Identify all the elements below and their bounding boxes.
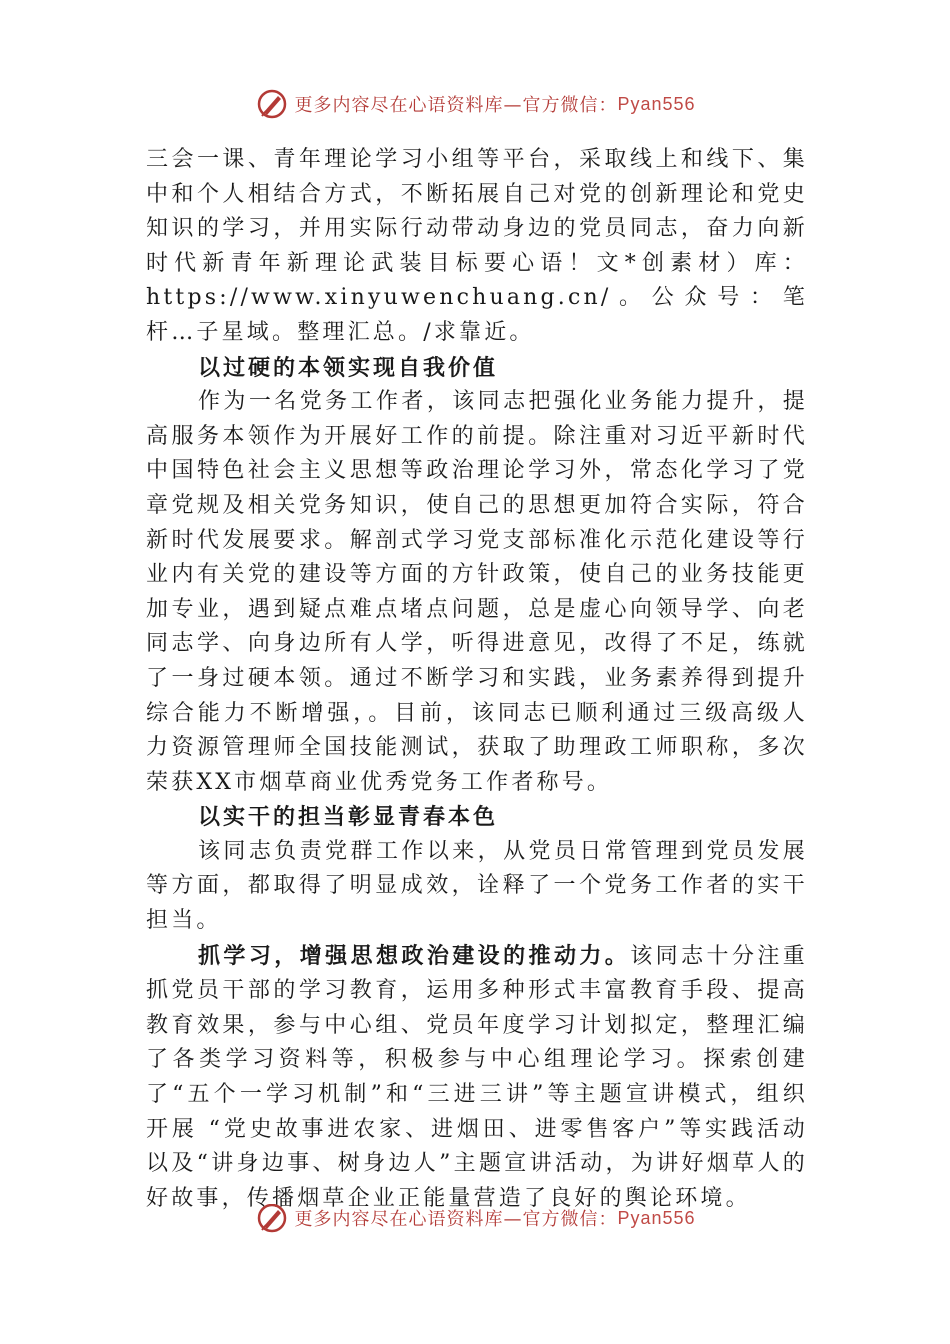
paragraph-4-text: 该同志十分注重抓党员干部的学习教育，运用多种形式丰富教育手段、提高教育效果，参与中心组、党员年度学习计划拟定，整理汇编了各类学习资料等，积极参与中心组理论学习。探索创建了“五个一学习机制”和“三进三讲”等主题宣讲模式，组织开展 “党史故事进农家、进烟田、进零售客户”等实践活动以及“讲身边事、树身边人”主题宣讲活动，为讲好烟草人的好故事，传播烟草企业正能量营造了良好的舆论环境。: [146, 943, 809, 1211]
paragraph-4-lead: 抓学习，增强思想政治建设的推动力。: [198, 942, 631, 969]
banner-wechat-id: Pyan556: [617, 93, 696, 114]
pen-logo-icon: [254, 86, 290, 122]
pen-logo-icon: [254, 1204, 290, 1236]
banner-text: 更多内容尽在心语资料库—官方微信：: [294, 1209, 618, 1230]
banner-text: 更多内容尽在心语资料库—官方微信：: [294, 95, 618, 116]
section-heading-1: 以过硬的本领实现自我价值: [198, 354, 499, 381]
document-body: [146, 143, 808, 1216]
banner-wechat-id: Pyan556: [617, 1207, 696, 1228]
paragraph-2: 作为一名党务工作者，该同志把强化业务能力提升，提高服务本领作为开展好工作的前提。除注重对习近平新时代中国特色社会主义思想等政治理论学习外，常态化学习了党章党规及相关党务知识，使自己的思想更加符合实际，符合新时代发展要求。解剖式学习党支部标准化示范化建设等行业内有关党的建设等方面的方针政策，使自己的业务技能更加专业，遇到疑点难点堵点问题，总是虚心向领导学、向老同志学、向身边所有人学，听得进意见，改得了不足，练就了一身过硬本领。通过不断学习和实践，业务素养得到提升综合能力不断增强，。目前，该同志已顺利通过三级高级人力资源管理师全国技能测试，获取了助理政工师职称，多次荣获XX市烟草商业优秀党务工作者称号。: [146, 389, 808, 795]
footer-watermark: [0, 1204, 950, 1238]
section-heading-2: 以实干的担当彰显青春本色: [198, 804, 499, 831]
header-watermark: [0, 84, 950, 124]
paragraph-3: 该同志负责党群工作以来，从党员日常管理到党员发展等方面，都取得了明显成效，诠释了一个党务工作者的实干担当。: [146, 838, 808, 934]
paragraph-4: [146, 939, 808, 1217]
paragraph-1: 三会一课、青年理论学习小组等平台，采取线上和线下、集中和个人相结合方式，不断拓展自己对党的创新理论和党史知识的学习，并用实际行动带动身边的党员同志，奋力向新时代新青年新理论武装目标要心语！文*创素材）库：https://www.xinyuwenchuang.cn/。公众号：笔杆…子星域。整理汇总。/求靠近。: [146, 147, 808, 345]
